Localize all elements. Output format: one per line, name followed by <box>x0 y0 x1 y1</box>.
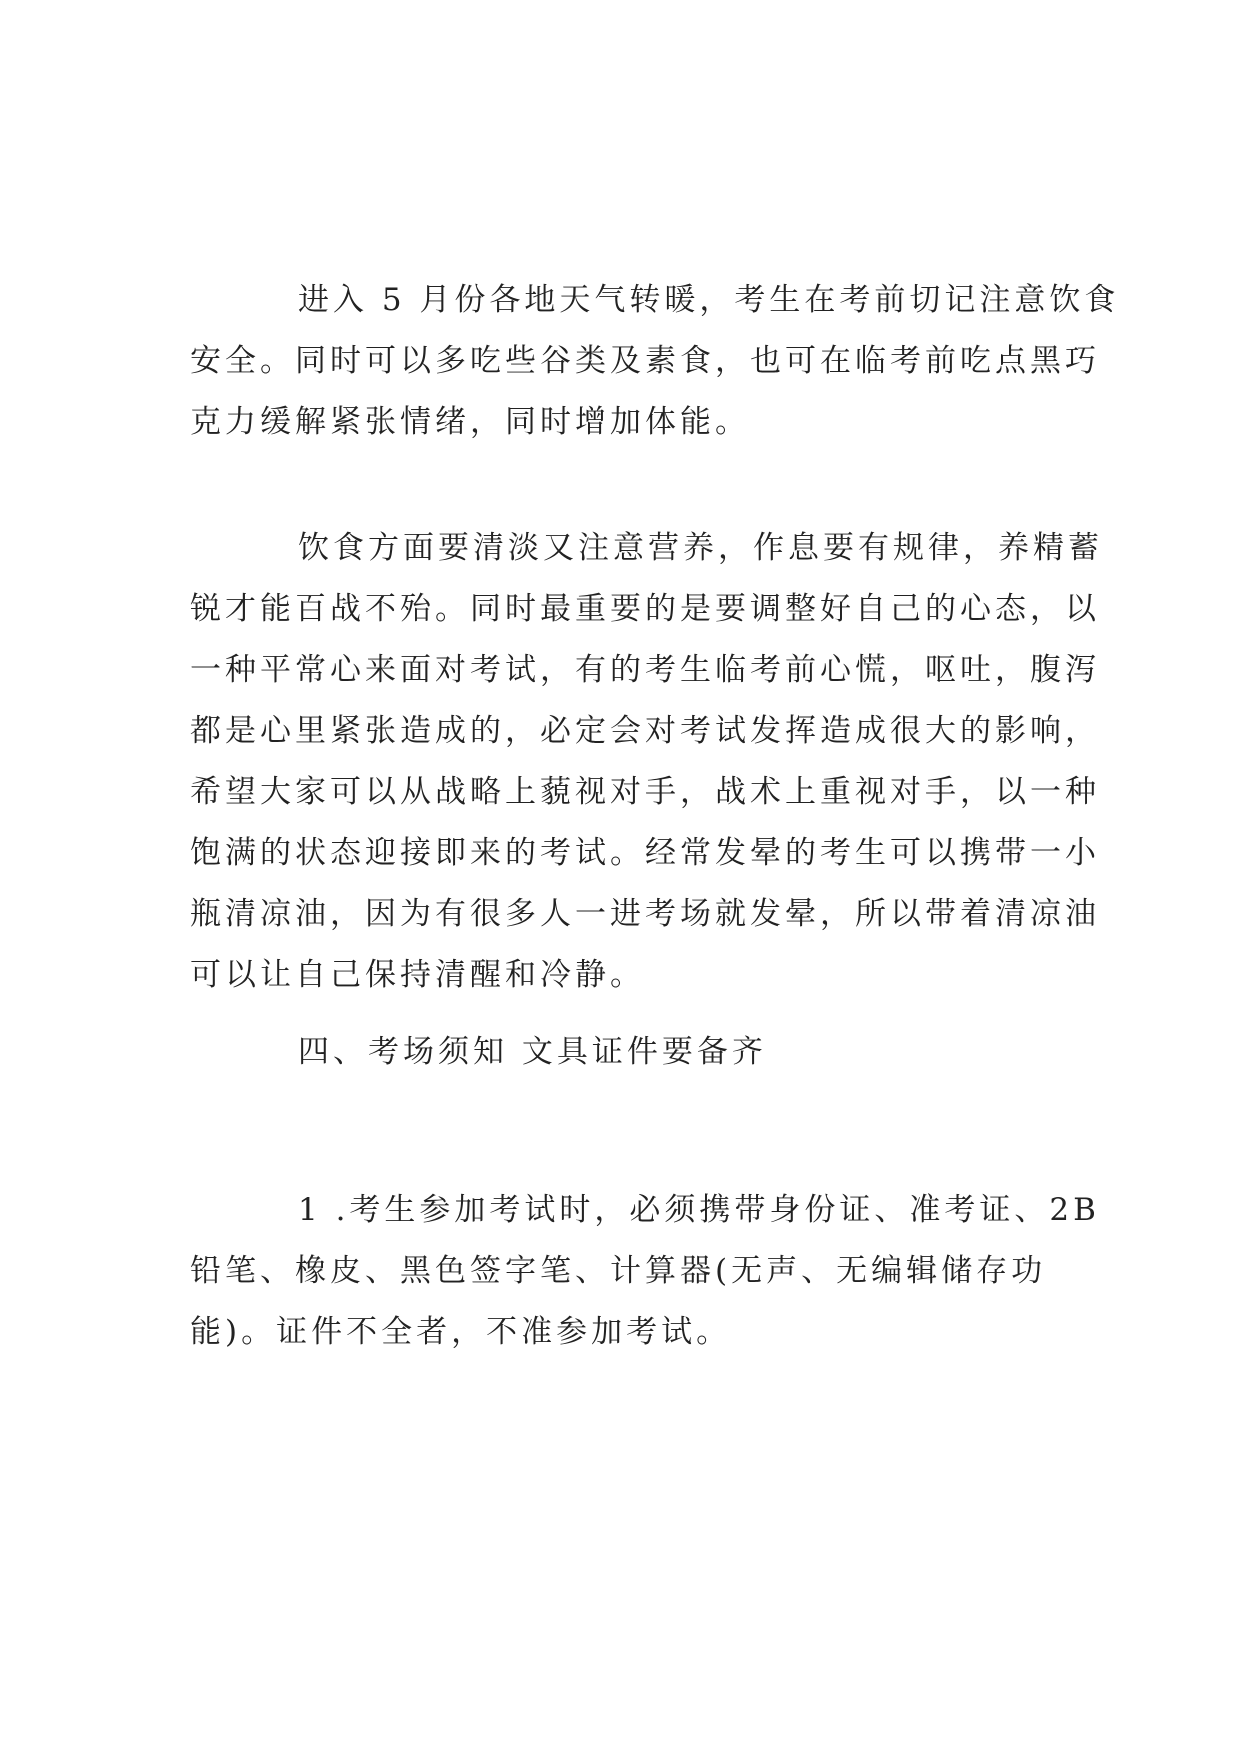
list-item-line: 能)。证件不全者，不准参加考试。 <box>190 1314 732 1350</box>
paragraph-line: 克力缓解紧张情绪，同时增加体能。 <box>190 404 750 440</box>
list-item-line: 铅笔、橡皮、黑色签字笔、计算器(无声、无编辑储存功 <box>190 1253 1047 1289</box>
paragraph-line: 一种平常心来面对考试，有的考生临考前心慌，呕吐，腹泻 <box>190 652 1100 688</box>
paragraph-line: 希望大家可以从战略上藐视对手，战术上重视对手，以一种 <box>190 774 1100 810</box>
paragraph-line: 安全。同时可以多吃些谷类及素食，也可在临考前吃点黑巧 <box>190 343 1100 379</box>
paragraph-line: 锐才能百战不殆。同时最重要的是要调整好自己的心态，以 <box>190 591 1100 627</box>
paragraph-line: 瓶清凉油，因为有很多人一进考场就发晕，所以带着清凉油 <box>190 896 1100 932</box>
paragraph-line: 饮食方面要清淡又注意营养，作息要有规律，养精蓄 <box>298 530 1103 566</box>
list-item-1 <box>190 1180 1100 1363</box>
paragraph-line: 可以让自己保持清醒和冷静。 <box>190 957 645 993</box>
paragraph-line: 饱满的状态迎接即来的考试。经常发晕的考生可以携带一小 <box>190 835 1100 871</box>
paragraph-line: 进入 5 月份各地天气转暖，考生在考前切记注意饮食 <box>298 282 1120 318</box>
paragraph-food-safety <box>190 270 1120 453</box>
paragraph-line: 都是心里紧张造成的，必定会对考试发挥造成很大的影响， <box>190 713 1100 749</box>
paragraph-diet-mindset <box>190 518 1103 1006</box>
list-item-line: 1 .考生参加考试时，必须携带身份证、准考证、2B <box>298 1192 1100 1228</box>
section-heading: 四、考场须知 文具证件要备齐 <box>298 1034 767 1070</box>
